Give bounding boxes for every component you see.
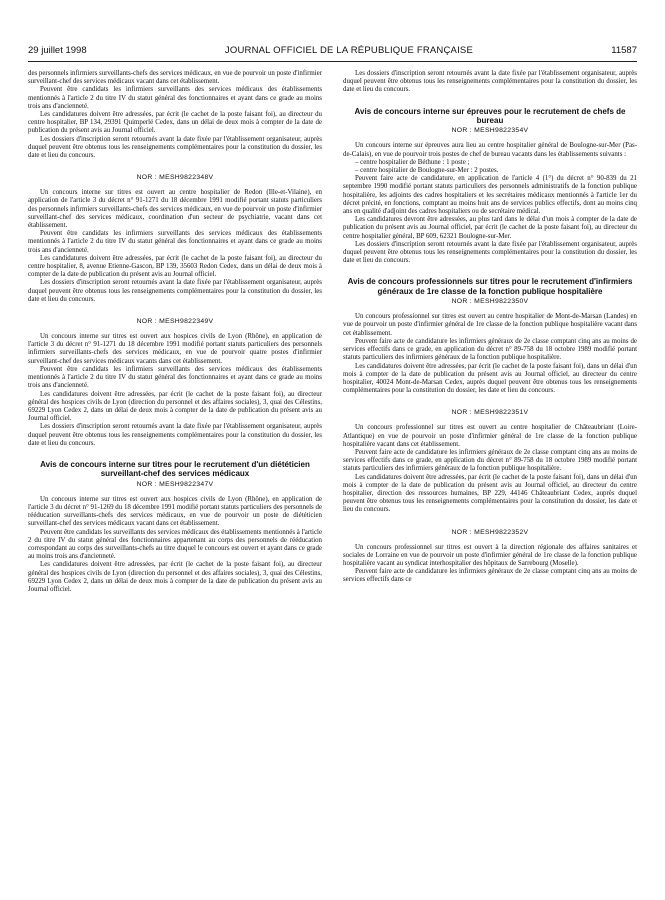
page-number: 11587 — [611, 44, 637, 56]
paragraph: des personnels infirmiers surveillants-chefs des services médicaux, en vue de pourvoir un poste d'infirmier surveillant-chef des services médicaux vacant dans cet établissement. — [28, 70, 323, 86]
paragraph: Un concours professionnel sur titres est ouvert au centre hospitalier de Mont-de-Marsan (Landes) en vue de pourvoir un poste d'infirmier général de 1re classe de la fonction publique hospitalière vacant dans cet établissement. — [343, 313, 637, 337]
paragraph: Les candidatures doivent être adressées, par écrit (le cachet de la poste faisant foi), au directeur général des hospices civils de Lyon (direction du personnel et des affaires sociales), 3, quai des Célestins, 69229 Lyon Cedex 2, dans un délai de deux mois à compter de la date de publication du présent avis au Journal officiel. — [28, 390, 322, 423]
section-heading: Avis de concours interne sur épreuves pour le recrutement de chefs de bureau — [354, 106, 626, 126]
left-column — [28, 70, 322, 594]
paragraph: Un concours interne sur titres est ouvert au centre hospitalier de Redon (Ille-et-Vilaine), en application de l'article 3 du décret n° 91-1271 du 18 décembre 1991 modifié portant statuts particuliers des personnels infirmiers surveillants-chefs des services médicaux, en vue de pourvoir un poste d'infirmier surveillant-chef des services médicaux, coordination d'un secteur de psychiatrie, vacant dans cet établissement. — [28, 189, 323, 230]
issue-date: 29 juillet 1998 — [28, 44, 87, 56]
paragraph: Peuvent être candidats les infirmiers surveillants des services médicaux des établissements mentionnés à l'article 2 du titre IV du statut général des fonctionnaires et ayant dans ce grade au moins trois ans d'ancienneté. — [28, 230, 322, 254]
nor-reference: NOR : MESH9822351V — [451, 409, 529, 417]
paragraph: Un concours professionnel sur titres est ouvert à la direction régionale des affaires sanitaires et sociales de Lorraine en vue de pourvoir un poste d'infirmier général de 1re classe de la fonction publique hospitalière vacant au syndicat interhospitalier des hôpitaux de Sarrebourg (Moselle). — [343, 543, 637, 567]
paragraph: Les candidatures doivent être adressées, par écrit (le cachet de la poste faisant foi), au directeur du centre hospitalier, 8, avenue Etienne-Gascon, BP 139, 35603 Redon Cedex, dans un délai de deux mois à compter de la date de publication du présent avis au Journal officiel. — [28, 254, 322, 279]
paragraph: Les candidatures devront être adressées, au plus tard dans le délai d'un mois à compter de la date de publication du présent avis au Journal officiel, par écrit (le cachet de la poste faisant foi), au directeur du centre hospitalier général, BP 609, 62321 Boulogne-sur-Mer. — [343, 216, 637, 240]
paragraph: Les candidatures doivent être adressées, par écrit (le cachet de la poste faisant foi), au directeur du centre hospitalier, BP 134, 29391 Quimperlé Cedex, dans un délai de deux mois à compter de la date de publication du présent avis au Journal officiel. — [28, 111, 322, 135]
paragraph: Peuvent faire acte de candidature les infirmiers généraux de 2e classe comptant cinq ans au moins de services effectifs dans ce — [343, 568, 637, 584]
paragraph: Les dossiers d'inscription seront retournés avant la date fixée par l'établissement organisateur, auprès duquel peuvent être obtenus tous les renseignements complémentaires pour la constitution du dossier, les date et lieu du concours. — [343, 70, 637, 94]
paragraph: Un concours interne sur titres est ouvert aux hospices civils de Lyon (Rhône), en application de l'article 3 du décret n° 91-1269 du 18 décembre 1991 modifié portant statuts particuliers des personnels de rééducation surveillants-chefs des services médicaux, en vue de pourvoir un poste de diététicien surveillant-chef des services médicaux vacant dans cet établissement. — [28, 495, 322, 528]
nor-reference: NOR : MESH9822350V — [451, 298, 529, 306]
paragraph: Peuvent faire acte de candidature, en application de l'article 4 (1°) du décret n° 90-839 du 21 septembre 1990 modifié portant statuts particuliers des personnels administratifs de la fonction publique hospitalière, les adjoints des cadres hospitaliers et les secrétaires médicaux mentionnés à l'article 1er du décret précité, en fonctions, comptant au moins huit ans de services publics effectifs, dont au moins cinq ans en qualité d'adjoint des cadres hospitaliers ou de secrétaire médical. — [343, 175, 637, 216]
nor-reference: NOR : MESH9822348V — [136, 174, 214, 182]
paragraph: Les dossiers d'inscription seront retournés avant la date fixée par l'établissement organisateur, auprès duquel peuvent être obtenus tous les renseignements complémentaires pour la constitution du dossier, les date et lieu du concours. — [28, 135, 322, 160]
nor-reference: NOR : MESH9822349V — [136, 318, 214, 326]
paragraph: Les dossiers d'inscription seront retournés avant la date fixée par l'établissement organisateur, auprès duquel peuvent être obtenus tous les renseignements complémentaires pour la constitution du dossier, les date et lieu du concours. — [343, 240, 637, 265]
paragraph: Peuvent être candidats les surveillants des services médicaux des établissements mentionnés à l'article 2 du titre IV du statut général des fonctionnaires appartenant au corps des personnels de rééducation correspondant au corps des surveillants-chefs au titre duquel le concours est ouvert et ayant dans ce grade au moins trois ans d'ancienneté. — [28, 528, 322, 561]
paragraph: Peuvent être candidats les infirmiers surveillants des services médicaux des établissements mentionnés à l'article 2 du titre IV du statut général des fonctionnaires et ayant dans ce grade au moins trois ans d'ancienneté. — [28, 365, 322, 390]
page-header — [28, 42, 637, 62]
nor-reference: NOR : MESH9822352V — [451, 528, 529, 536]
paragraph: Les dossiers d'inscription seront retournés avant la date fixée par l'établissement organisateur, auprès duquel peuvent être obtenus tous les renseignements complémentaires pour la constitution du dossier, les date et lieu du concours. — [28, 279, 322, 303]
list-item: – centre hospitalier de Béthune : 1 poste ; — [355, 158, 470, 166]
paragraph: Les candidatures doivent être adressées, par écrit (le cachet de la poste faisant foi), dans un délai d'un mois à compter de la date de publication du présent avis au Journal officiel, au directeur du centre hospitalier, 40024 Mont-de-Marsan Cedex, auprès duquel peuvent être obtenus tous les renseignements complémentaires pour la constitution du dossier, les date et lieu du concours. — [343, 362, 637, 395]
nor-reference: NOR : MESH9822347V — [136, 480, 214, 488]
paragraph: Les dossiers d'inscription seront retournés avant la date fixée par l'établissement organisateur, auprès duquel peuvent être obtenus tous les renseignements complémentaires pour la constitution du dossier, les date et lieu du concours. — [28, 423, 322, 447]
paragraph: Un concours interne sur épreuves aura lieu au centre hospitalier général de Boulogne-sur-Mer (Pas-de-Calais), en vue de pourvoir trois postes de chef de bureau vacants dans les établissements suivants : — [343, 142, 637, 158]
paragraph: Peuvent faire acte de candidature les infirmiers généraux de 2e classe comptant cinq ans au moins de services effectifs dans ce grade, en application du décret n° 89-758 du 18 octobre 1989 modifié portant statuts particuliers des infirmiers généraux de la fonction publique hospitalière. — [343, 448, 637, 473]
journal-title: JOURNAL OFFICIEL DE LA RÉPUBLIQUE FRANÇAISE — [224, 44, 473, 56]
list-item: – centre hospitalier de Boulogne-sur-Mer : 2 postes. — [355, 167, 499, 175]
paragraph: Peuvent être candidats les infirmiers surveillants des services médicaux des établissements mentionnés à l'article 2 du titre IV du statut général des fonctionnaires et ayant dans ce grade au moins trois ans d'ancienneté. — [28, 86, 322, 110]
paragraph: Un concours professionnel sur titres est ouvert au centre hospitalier de Châteaubriant (Loire-Atlantique) en vue de pourvoir un poste d'infirmier général de 1re classe de la fonction publique hospitalière vacant dans cet établissement. — [343, 424, 637, 448]
paragraph: Un concours interne sur titres est ouvert aux hospices civils de Lyon (Rhône), en application de l'article 3 du décret n° 91-1271 du 18 décembre 1991 modifié portant statuts particuliers des personnels infirmiers surveillants-chefs des services médicaux, en vue de pourvoir quatre postes d'infirmier surveillant-chef des services médicaux vacants dans cet établissement. — [28, 333, 322, 365]
right-column — [343, 70, 637, 585]
paragraph: Peuvent faire acte de candidature les infirmiers généraux de 2e classe comptant cinq ans au moins de services effectifs dans ce grade, en application du décret n° 89-758 du 18 octobre 1989 modifié portant statuts particuliers des infirmiers généraux de la fonction publique hospitalière. — [343, 337, 637, 362]
section-heading: Avis de concours professionnels sur titres pour le recrutement d'infirmiers généraux de 1re classe de la fonction publique hospitalière — [347, 277, 633, 296]
paragraph: Les candidatures doivent être adressées, par écrit (le cachet de la poste faisant foi), dans un délai d'un mois à compter de la date de publication du présent avis au Journal officiel, au directeur du centre hospitalier, direction des ressources humaines, BP 229, 44146 Châteaubriant Cedex, auprès duquel peuvent être obtenus tous les renseignements complémentaires pour la constitution du dossier, les date et lieu du concours. — [343, 473, 637, 514]
nor-reference: NOR : MESH9822354V — [451, 127, 529, 135]
section-heading: Avis de concours interne sur titres pour le recrutement d'un diététicien surveillant-chef des services médicaux — [40, 459, 310, 479]
paragraph: Les candidatures doivent être adressées, par écrit (le cachet de la poste faisant foi), au directeur général des hospices civils de Lyon (direction du personnel et des affaires sociales), 3, quai des Célestins, 69229 Lyon Cedex 2, dans un délai de deux mois à compter de la date de publication du présent avis au Journal officiel. — [28, 561, 322, 593]
